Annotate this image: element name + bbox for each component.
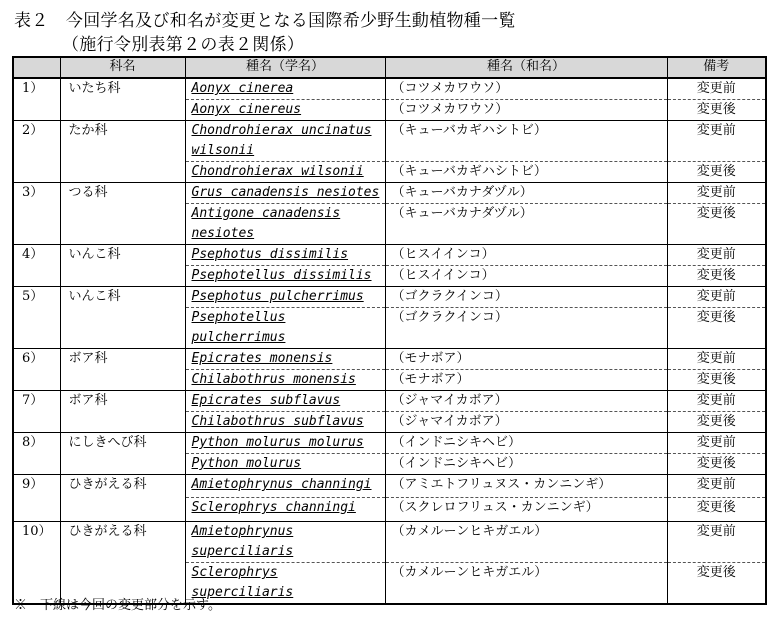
remark: 変更後: [667, 454, 766, 475]
table-row: [13, 183, 766, 204]
table-title: 表２ 今回学名及び和名が変更となる国際希少野生動植物種一覧: [14, 11, 516, 31]
row-number: [13, 162, 60, 183]
family-name: ひきがえる科: [60, 522, 185, 563]
japanese-name: （キューバカギハシトビ）: [385, 162, 667, 183]
header-japanese-name: 種名（和名）: [385, 57, 667, 78]
scientific-name: [185, 370, 385, 391]
japanese-name: （ヒスイインコ）: [385, 245, 667, 266]
scientific-name: [185, 475, 385, 498]
row-number: [13, 100, 60, 121]
scientific-name-text: Python molurus molurus: [191, 435, 364, 450]
scientific-name: [185, 78, 385, 100]
family-name: たか科: [60, 121, 185, 162]
scientific-name: [185, 522, 385, 563]
scientific-name: [185, 204, 385, 245]
family-name: [60, 412, 185, 433]
table-header-row: [13, 57, 766, 78]
scientific-name-text: Chilabothrus monensis: [191, 372, 356, 387]
row-number: [13, 266, 60, 287]
row-number: [13, 498, 60, 522]
scientific-name-text: Chondrohierax uncinatus wilsonii: [191, 123, 372, 158]
japanese-name: （インドニシキヘビ）: [385, 454, 667, 475]
row-number: 5）: [13, 287, 60, 308]
japanese-name: （モナボア）: [385, 370, 667, 391]
row-number: 4）: [13, 245, 60, 266]
remark: 変更前: [667, 78, 766, 100]
japanese-name: （アミエトフリュヌス・カンニンギ）: [385, 475, 667, 498]
japanese-name: （キューバカナダヅル）: [385, 204, 667, 245]
remark: 変更後: [667, 498, 766, 522]
family-name: いんこ科: [60, 287, 185, 308]
remark: 変更後: [667, 266, 766, 287]
scientific-name: [185, 183, 385, 204]
family-name: ボア科: [60, 349, 185, 370]
remark: 変更前: [667, 475, 766, 498]
table-row: [13, 100, 766, 121]
japanese-name: （コツメカワウソ）: [385, 78, 667, 100]
row-number: [13, 454, 60, 475]
scientific-name-text: Chilabothrus subflavus: [191, 414, 364, 429]
scientific-name-text: Psephotellus pulcherrimus: [191, 310, 286, 345]
scientific-name: [185, 308, 385, 349]
remark: 変更後: [667, 412, 766, 433]
scientific-name: [185, 100, 385, 121]
scientific-name-text: Chondrohierax wilsonii: [191, 164, 364, 179]
family-name: [60, 498, 185, 522]
scientific-name-text: Python molurus: [191, 456, 302, 471]
scientific-name: [185, 245, 385, 266]
remark: 変更前: [667, 391, 766, 412]
remark: 変更前: [667, 349, 766, 370]
japanese-name: （ゴクラクインコ）: [385, 287, 667, 308]
family-name: [60, 308, 185, 349]
remark: 変更前: [667, 522, 766, 563]
remark: 変更前: [667, 245, 766, 266]
table-row: [13, 454, 766, 475]
remark: 変更後: [667, 162, 766, 183]
japanese-name: （ゴクラクインコ）: [385, 308, 667, 349]
japanese-name: （カメルーンヒキガエル）: [385, 563, 667, 605]
japanese-name: （ジャマイカボア）: [385, 412, 667, 433]
table-row: [13, 412, 766, 433]
row-number: 2）: [13, 121, 60, 162]
scientific-name-text: Grus canadensis nesiotes: [191, 185, 380, 200]
scientific-name: [185, 266, 385, 287]
japanese-name: （ジャマイカボア）: [385, 391, 667, 412]
row-number: 8）: [13, 433, 60, 454]
scientific-name: [185, 412, 385, 433]
family-name: [60, 454, 185, 475]
row-number: 7）: [13, 391, 60, 412]
row-number: 10）: [13, 522, 60, 563]
remark: 変更後: [667, 370, 766, 391]
row-number: 6）: [13, 349, 60, 370]
row-number: 3）: [13, 183, 60, 204]
remark: 変更後: [667, 100, 766, 121]
scientific-name-text: Psephotus pulcherrimus: [191, 289, 364, 304]
scientific-name: [185, 433, 385, 454]
scientific-name-text: Amietophrynus channingi: [191, 477, 372, 492]
species-table: [12, 56, 767, 605]
scientific-name: [185, 349, 385, 370]
table-row: [13, 204, 766, 245]
scientific-name: [185, 454, 385, 475]
scientific-name-text: Amietophrynus superciliaris: [191, 524, 294, 559]
scientific-name-text: Antigone canadensis nesiotes: [191, 206, 341, 241]
table-row: [13, 78, 766, 100]
table-row: [13, 266, 766, 287]
table-row: [13, 121, 766, 162]
family-name: つる科: [60, 183, 185, 204]
row-number: [13, 412, 60, 433]
japanese-name: （スクレロフリュス・カンニンギ）: [385, 498, 667, 522]
table-row: [13, 308, 766, 349]
table-row: [13, 162, 766, 183]
table-row: [13, 287, 766, 308]
table-row: [13, 522, 766, 563]
family-name: [60, 370, 185, 391]
family-name: ボア科: [60, 391, 185, 412]
family-name: [60, 162, 185, 183]
footnote: ※ 下線は今回の変更部分を示す。: [14, 598, 221, 613]
japanese-name: （モナボア）: [385, 349, 667, 370]
japanese-name: （キューバカギハシトビ）: [385, 121, 667, 162]
table-body: [13, 78, 766, 604]
japanese-name: （カメルーンヒキガエル）: [385, 522, 667, 563]
scientific-name-text: Psephotellus dissimilis: [191, 268, 372, 283]
family-name: にしきへび科: [60, 433, 185, 454]
table-row: [13, 433, 766, 454]
family-name: [60, 266, 185, 287]
table-row: [13, 498, 766, 522]
header-number: [13, 57, 60, 78]
scientific-name: [185, 391, 385, 412]
header-remarks: 備考: [667, 57, 766, 78]
row-number: [13, 204, 60, 245]
japanese-name: （ヒスイインコ）: [385, 266, 667, 287]
remark: 変更後: [667, 308, 766, 349]
scientific-name: [185, 121, 385, 162]
scientific-name: [185, 498, 385, 522]
row-number: 9）: [13, 475, 60, 498]
table-row: [13, 391, 766, 412]
table-row: [13, 475, 766, 498]
japanese-name: （コツメカワウソ）: [385, 100, 667, 121]
remark: 変更後: [667, 204, 766, 245]
family-name: ひきがえる科: [60, 475, 185, 498]
scientific-name-text: Psephotus dissimilis: [191, 247, 349, 262]
scientific-name-text: Sclerophrys channingi: [191, 500, 356, 515]
table-row: [13, 349, 766, 370]
family-name: [60, 100, 185, 121]
japanese-name: （インドニシキヘビ）: [385, 433, 667, 454]
table-row: [13, 370, 766, 391]
scientific-name-text: Epicrates monensis: [191, 351, 333, 366]
remark: 変更前: [667, 433, 766, 454]
japanese-name: （キューバカナダヅル）: [385, 183, 667, 204]
row-number: [13, 308, 60, 349]
scientific-name-text: Aonyx cinerea: [191, 81, 294, 96]
scientific-name: [185, 162, 385, 183]
scientific-name-text: Epicrates subflavus: [191, 393, 341, 408]
remark: 変更前: [667, 121, 766, 162]
scientific-name: [185, 287, 385, 308]
remark: 変更後: [667, 563, 766, 605]
table-subtitle: （施行令別表第２の表２関係）: [62, 35, 305, 55]
family-name: いんこ科: [60, 245, 185, 266]
scientific-name-text: Aonyx cinereus: [191, 102, 302, 117]
family-name: [60, 204, 185, 245]
remark: 変更前: [667, 183, 766, 204]
table-row: [13, 245, 766, 266]
row-number: [13, 370, 60, 391]
row-number: 1）: [13, 78, 60, 100]
header-scientific-name: 種名（学名）: [185, 57, 385, 78]
remark: 変更前: [667, 287, 766, 308]
family-name: いたち科: [60, 78, 185, 100]
header-family: 科名: [60, 57, 185, 78]
scientific-name-text: Sclerophrys superciliaris: [191, 565, 294, 600]
